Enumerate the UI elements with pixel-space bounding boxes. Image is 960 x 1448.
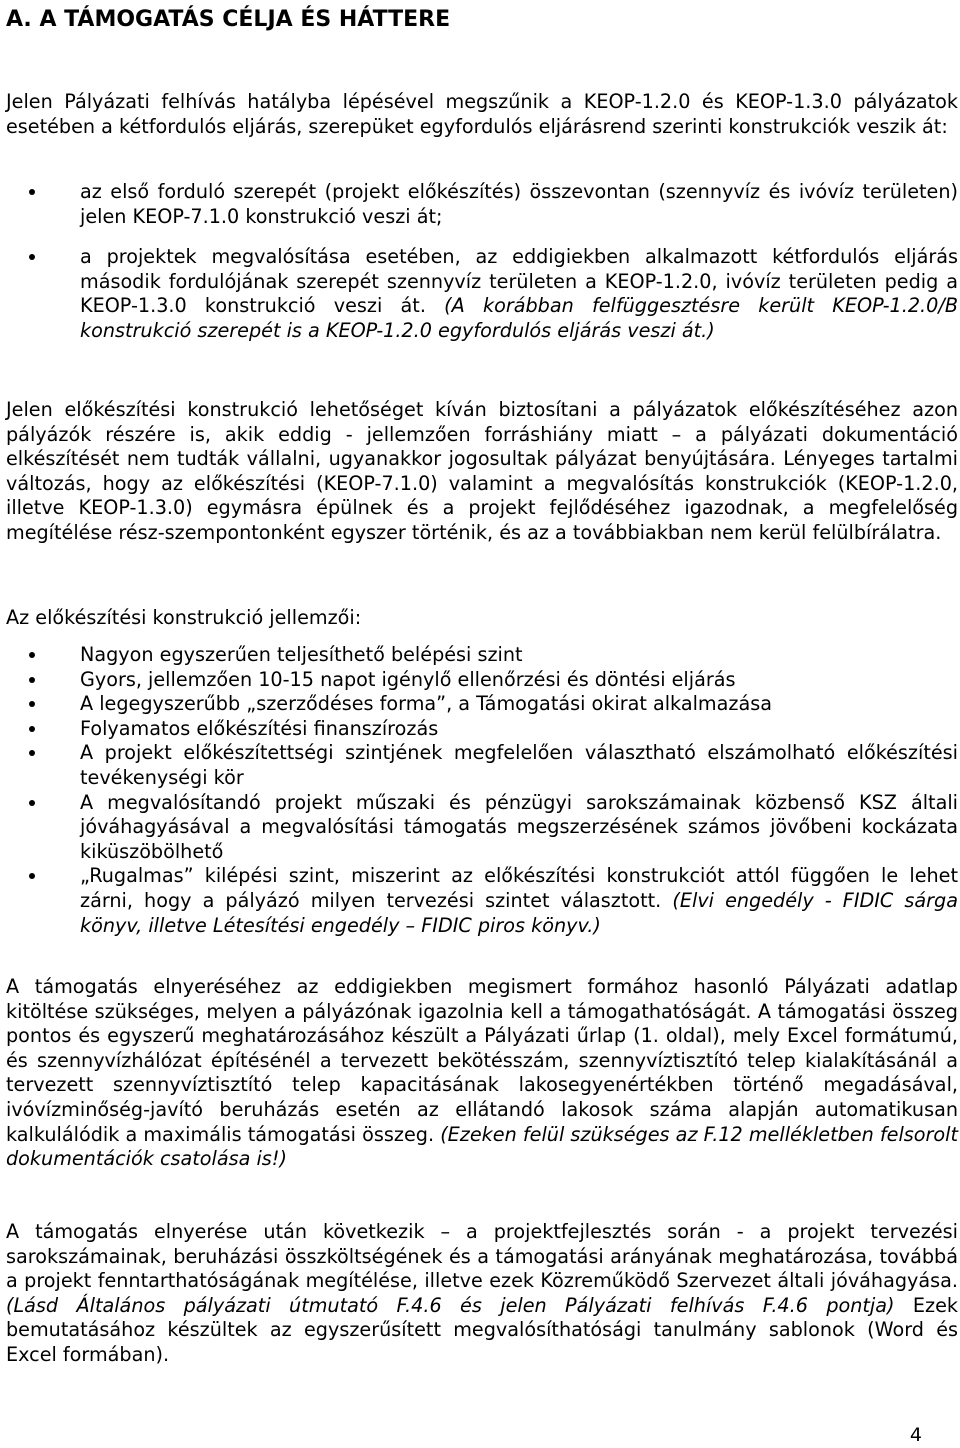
list-item: a projektek megvalósítása esetében, az eddigiekben alkalmazott kétfordulós eljárás második fordulójának szerepét szennyvíz területen a KEOP-1.2.0, ivóvíz területen pedig a KEOP-1.3.0 konstrukció veszi át. (A korábban felfüggesztésre került KEOP-1.2.0/B konstrukció szerepét is a KEOP-1.2.0 egyfordulós eljárás veszi át.): [6, 245, 958, 343]
bullet-icon: [29, 254, 35, 260]
list-item: A megvalósítandó projekt műszaki és pénzügyi sarokszámainak közbenső KSZ általi jóváhagyásával a megvalósítási támogatás megszerzésének számos jövőbeni kockázata kiküszöbölhető: [6, 791, 958, 865]
bullet-icon: [29, 800, 35, 806]
intro-paragraph: Jelen Pályázati felhívás hatályba lépésével megszűnik a KEOP-1.2.0 és KEOP-1.3.0 pályázatok esetében a kétfordulós eljárás, szerepüket egyfordulós eljárásrend szerinti konstrukciók veszik át:: [6, 90, 958, 138]
list-item: „Rugalmas” kilépési szint, miszerint az előkészítési konstrukciót attól függően le lehet zárni, hogy a pályázó milyen tervezési szintet választott. (Elvi engedély - FIDIC sárga könyv, illetve Létesítési engedély – FIDIC piros könyv.): [6, 864, 958, 938]
section-heading: A. A TÁMOGATÁS CÉLJA ÉS HÁTTERE: [6, 7, 451, 32]
list-item: A legegyszerűbb „szerződéses forma”, a Támogatási okirat alkalmazása: [6, 692, 958, 717]
bullet-icon: [29, 677, 35, 683]
list-item: Nagyon egyszerűen teljesíthető belépési szint: [6, 643, 958, 668]
intro-bullet-list: [6, 180, 958, 344]
list-item: A projekt előkészítettségi szintjének megfelelően választható elszámolható előkészítési tevékenységi kör: [6, 741, 958, 790]
paragraph: A támogatás elnyerése után következik – a projektfejlesztés során - a projekt tervezési sarokszámainak, beruházási összköltségének és a támogatási arányának meghatározása, továbbá a projekt fenntarthatóságának megítélése, illetve ezek Közreműködő Szervezet általi jóváhagyása. (Lásd Általános pályázati útmutató F.4.6 és jelen Pályázati felhívás F.4.6 pontja) Ezek bemutatásához készültek az egyszerűsített megvalósíthatósági tanulmány sablonok (Word és Excel formában).: [6, 1220, 958, 1366]
page-number: 4: [909, 1424, 922, 1446]
features-list: [6, 643, 958, 938]
bullet-icon: [29, 873, 35, 879]
list-item: Gyors, jellemzően 10-15 napot igénylő ellenőrzési és döntési eljárás: [6, 668, 958, 693]
list-item: Folyamatos előkészítési finanszírozás: [6, 717, 958, 742]
bullet-icon: [29, 189, 35, 195]
bullet-icon: [29, 750, 35, 756]
list-item: az első forduló szerepét (projekt előkészítés) összevontan (szennyvíz és ivóvíz területen) jelen KEOP-7.1.0 konstrukció veszi át;: [6, 180, 958, 229]
bullet-icon: [29, 701, 35, 707]
bullet-icon: [29, 726, 35, 732]
bullet-icon: [29, 652, 35, 658]
paragraph: Jelen előkészítési konstrukció lehetőséget kíván biztosítani a pályázatok előkészítéséhez azon pályázók részére is, akik eddig - jellemzően forráshiány miatt – a pályázati dokumentáció elkészítését nem tudták vállalni, ugyanakkor jogosultak pályázat benyújtására. Lényeges tartalmi változás, hogy az előkészítési (KEOP-7.1.0) valamint a megvalósítás konstrukciók (KEOP-1.2.0, illetve KEOP-1.3.0) egymásra épülnek és a projekt fejlődéséhez igazodnak, a megfelelőség megítélése rész-szempontonként egyszer történik, és az a továbbiakban nem kerül felülbírálatra.: [6, 398, 958, 544]
paragraph: A támogatás elnyeréséhez az eddigiekben megismert formához hasonló Pályázati adatlap kitöltése szükséges, melyen a pályázónak igazolnia kell a támogathatóságát. A támogatási összeg pontos és egyszerű meghatározásához készült a Pályázati űrlap (1. oldal), mely Excel formátumú, és szennyvízhálózat építésénél a tervezett bekötésszám, szennyvíztisztító telep kialakításánál a tervezett szennyvíztisztító telep kapacitásának lakosegyenértékben történő megadásával, ivóvízminőség-javító beruházás esetén az ellátandó lakosok száma alapján automatikusan kalkulálódik a maximális támogatási összeg. (Ezeken felül szükséges az F.12 mellékletben felsorolt dokumentációk csatolása is!): [6, 975, 958, 1171]
features-title: Az előkészítési konstrukció jellemzői:: [6, 606, 362, 629]
